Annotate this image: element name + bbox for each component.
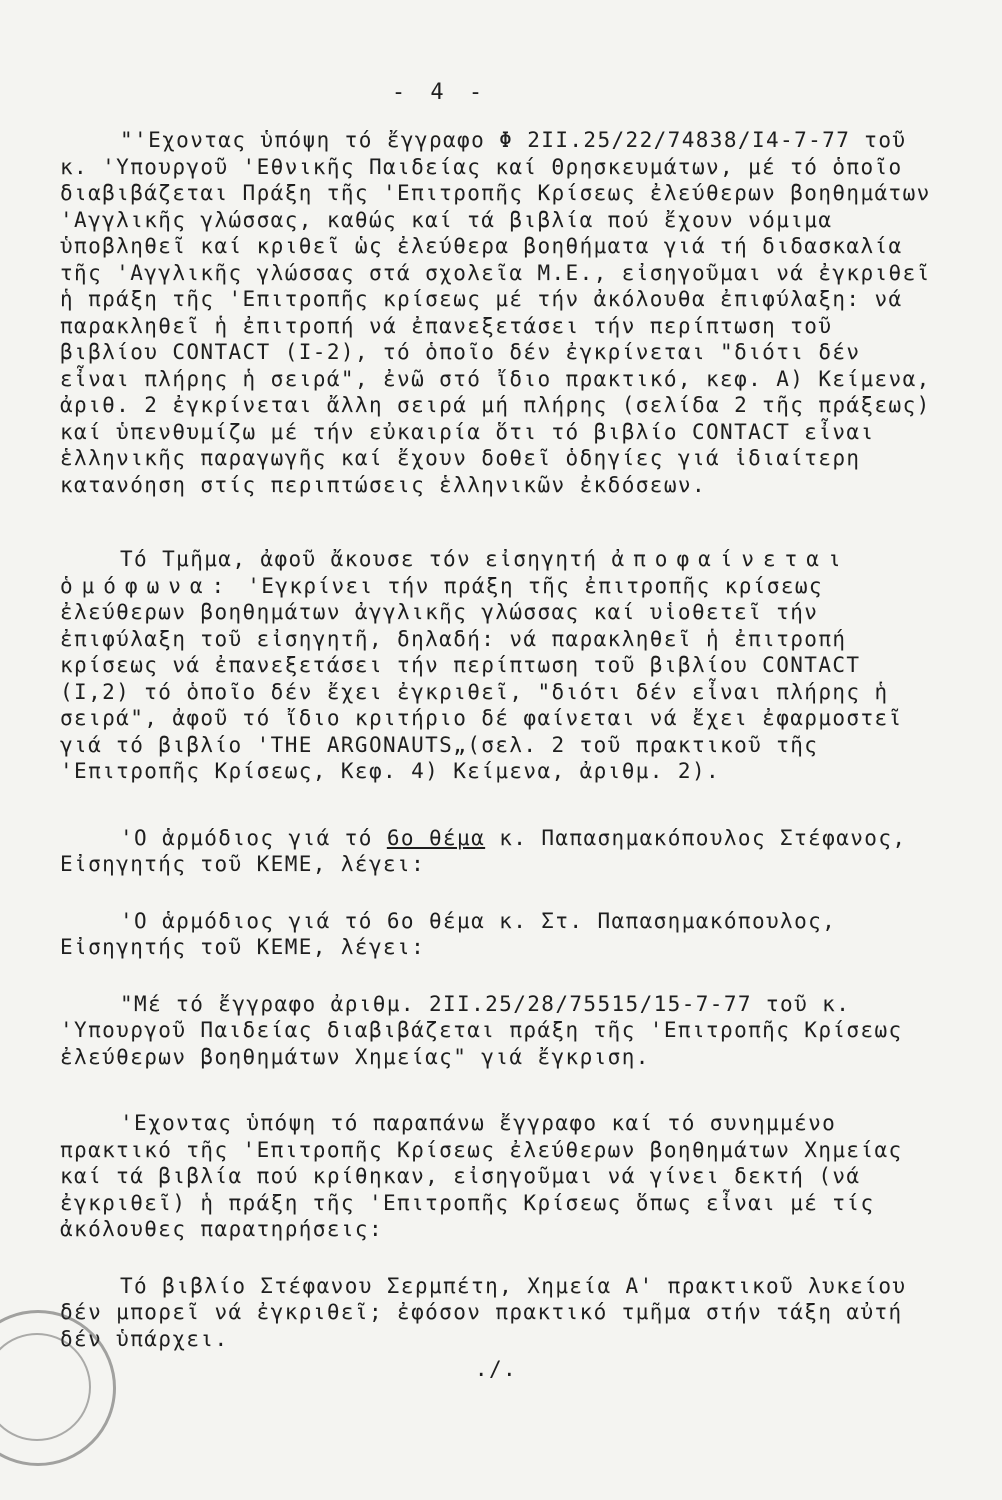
decision-lead: Τό Τμῆμα, ἀφοῦ ἄκουσε τόν εἰσηγητή — [120, 547, 598, 571]
page-number: - 4 - — [391, 80, 489, 105]
continuation-mark: ./. — [474, 1357, 518, 1381]
topic6-suffix: κ. Παπασημακόπουλος Στέφανος, Εἰσηγητής τοῦ ΚΕΜΕ, λέγει: — [60, 825, 907, 876]
speaker-line: 'Ο ἁρμόδιος γιά τό 6ο θέμα κ. Στ. Παπασημακόπουλος, Εἰσηγητής τοῦ ΚΕΜΕ, λέγει: — [60, 908, 837, 959]
decision-unanimous: ὁμόφωνα: — [60, 573, 234, 598]
recommendation-paragraph: "'Εχοντας ὑπόψη τό ἔγγραφο Φ 2ΙΙ.25/22/74838/Ι4-7-77 τοῦ κ. 'Υπουργοῦ 'Εθνικῆς Παιδείας καί Θρησκευμάτων, μέ τό ὁποῖο διαβιβάζεται Πράξη τῆς 'Επιτροπῆς Κρίσεως ἐλεύθερων βοηθημάτων 'Αγγλικῆς γλώσσας, καθώς καί τά βιβλία πού ἔχουν νόμιμα ὑποβληθεῖ καί κριθεῖ ὡς ἐλεύθερα βοηθήματα γιά τή διδασκαλία τῆς 'Αγγλικῆς γλώσσας στά σχολεῖα Μ.Ε., εἰσηγοῦμαι νά ἐγκριθεῖ ἡ πράξη τῆς 'Επιτροπῆς κρίσεως μέ τήν ἀκόλουθα ἐπιφύλαξη: νά παρακληθεῖ ἡ ἐπιτροπή νά ἐπανεξετάσει τήν περίπτωση τοῦ βιβλίου CONTACT (Ι-2), τό ὁποῖο δέν ἐγκρίνεται "διότι δέν εἶναι πλήρης ἡ σειρά", ἐνῶ στό ἴδιο πρακτικό, κεφ. Α) Κείμενα, ἀριθ. 2 ἐγκρίνεται ἄλλη σειρά μή πλήρης (σελίδα 2 τῆς πράξεως) καί ὑπενθυμίζω μέ τήν εὐκαιρία ὅτι τό βιβλίο CONTACT εἶναι ἑλληνικῆς παραγωγῆς καί ἔχουν δοθεῖ ὁδηγίες γιά ἰδιαίτερη κατανόηση στίς περιπτώσεις ἑλληνικῶν ἐκδόσεων. — [60, 128, 931, 497]
topic6-label: 6ο θέμα — [386, 825, 486, 850]
decision-verdict: ἀποφαίνεται — [611, 547, 850, 571]
stamp-inner-ring — [0, 1333, 91, 1441]
decision-paragraph — [60, 546, 932, 785]
final-paragraph: Τό βιβλίο Στέφανου Σερμπέτη, Χημεία Α' πρακτικοῦ λυκείου δέν μπορεῖ νά ἐγκριθεῖ; ἐφόσον πρακτικό τμῆμα στήν τάξη αὐτή δέν ὑπάρχει. — [60, 1273, 907, 1351]
proposal-paragraph: 'Εχοντας ὑπόψη τό παραπάνω ἔγγραφο καί τό συνημμένο πρακτικό τῆς 'Επιτροπῆς Κρίσεως ἐλεύθερων βοηθημάτων Χημείας καί τά βιβλία πού κρίθηκαν, εἰσηγοῦμαι νά γίνει δεκτή (νά ἐγκριθεῖ) ἡ πράξη τῆς 'Επιτροπῆς Κρίσεως ὅπως εἶναι μέ τίς ἀκόλουθες παρατηρήσεις: — [60, 1111, 903, 1241]
decision-body: 'Εγκρίνει τήν πράξη τῆς ἐπιτροπῆς κρίσεως ἐλεύθερων βοηθημάτων ἀγγλικῆς γλώσσας καί υἱοθετεῖ τήν ἐπιφύλαξη τοῦ εἰσηγητῆ, δηλαδή: νά παρακληθεῖ ἡ ἐπιτροπή κρίσεως νά ἐπανεξετάσει τήν περίπτωση τοῦ βιβλίου CONTACT (Ι,2) τό ὁποῖο δέν ἔχει ἐγκριθεῖ, "διότι δέν εἶναι πλήρης ἡ σειρά", ἀφοῦ τό ἴδιο κριτήριο δέ φαίνεται νά ἔχει ἐφαρμοστεῖ γιά τό βιβλίο 'THE ARGONAUTS„(σελ. 2 τοῦ πρακτικοῦ τῆς 'Επιτροπῆς Κρίσεως, Κεφ. 4) Κείμενα, ἀριθμ. 2). — [60, 573, 903, 783]
topic6-intro — [60, 825, 932, 878]
letter-paragraph: "Μέ τό ἔγγραφο ἀριθμ. 2ΙΙ.25/28/75515/15-7-77 τοῦ κ. 'Υπουργοῦ Παιδείας διαβιβάζεται πράξη τῆς 'Επιτροπῆς Κρίσεως ἐλεύθερων βοηθημάτων Χημείας" γιά ἔγκριση. — [60, 991, 903, 1069]
topic6-prefix: 'Ο ἁρμόδιος γιά τό — [120, 825, 373, 850]
